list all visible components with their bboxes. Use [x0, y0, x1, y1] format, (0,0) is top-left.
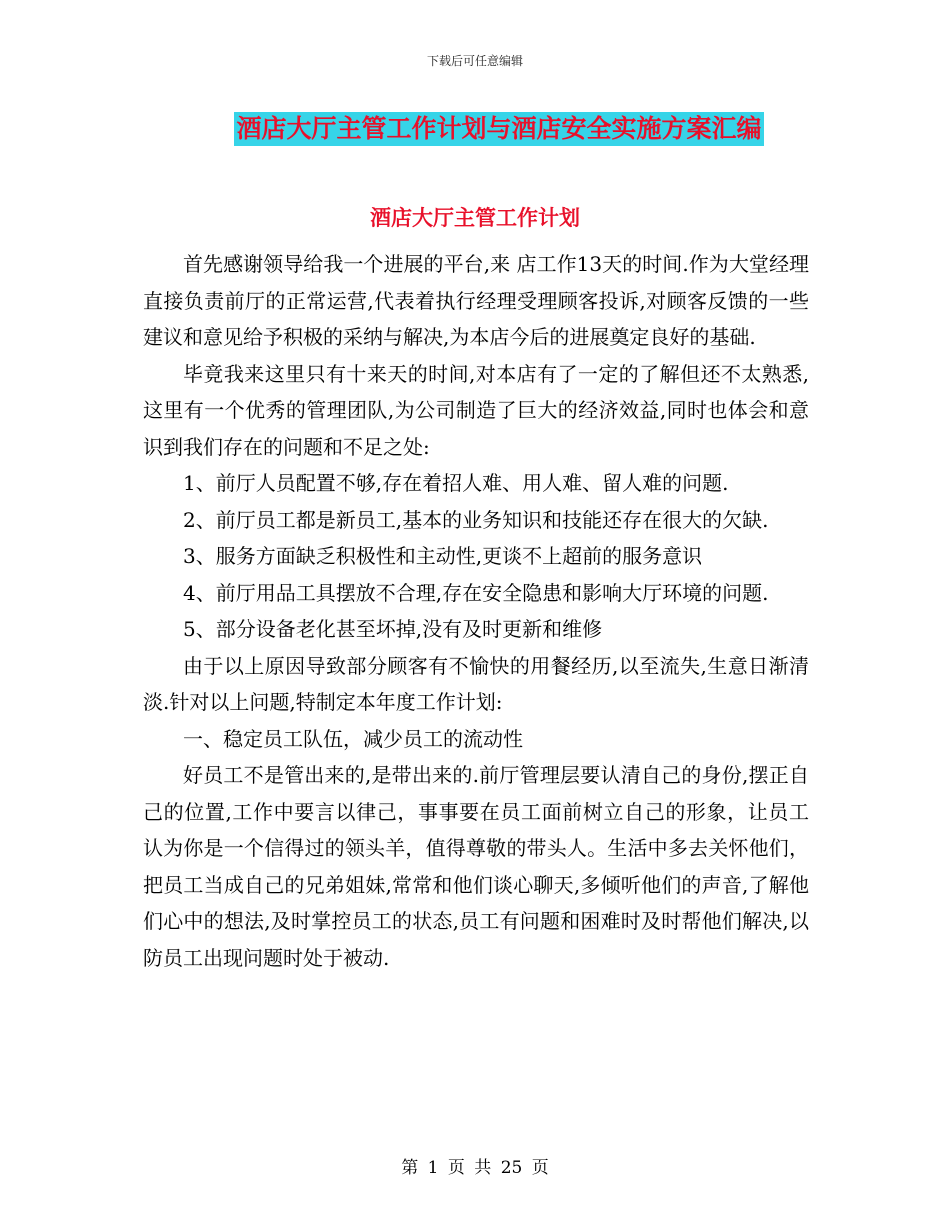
list-item: 4、前厅用品工具摆放不合理,存在安全隐患和影响大厅环境的问题. [183, 580, 769, 605]
page-number: 第 1 页 共 25 页 [401, 1158, 549, 1178]
paragraph: 毕竟我来这里只有十来天的时间,对本店有了一定的了解但还不太熟悉,这里有一个优秀的管理团队,为公司制造了巨大的经济效益,同时也体会和意识到我们存在的问题和不足之处: [143, 361, 809, 459]
document-body [143, 246, 809, 976]
document-title-container [0, 112, 950, 146]
list-item: 1、前厅人员配置不够,存在着招人难、用人难、留人难的问题. [183, 471, 729, 495]
section-title: 酒店大厅主管工作计划 [370, 205, 580, 230]
list-item: 5、部分设备老化甚至坏掉,没有及时更新和维修 [183, 617, 603, 641]
paragraph: 好员工不是管出来的,是带出来的.前厅管理层要认清自己的身份,摆正自己的位置,工作中要言以律己，事事要在员工面前树立自己的形象，让员工认为你是一个信得过的领头羊，值得尊敬的带头人。生活中多去关怀他们，把员工当成自己的兄弟姐妹,常常和他们谈心聊天,多倾听他们的声音,了解他们心中的想法,及时掌控员工的状态,员工有问题和困难时及时帮他们解决,以防员工出现问题时处于被动. [143, 763, 809, 970]
page-header-note: 下载后可任意编辑 [426, 54, 523, 68]
list-item: 2、前厅员工都是新员工,基本的业务知识和技能还存在很大的欠缺. [183, 507, 769, 532]
paragraph: 首先感谢领导给我一个进展的平台,来 店工作13天的时间.作为大堂经理直接负责前厅的正常运营,代表着执行经理受理顾客投诉,对顾客反馈的一些建议和意见给予积极的采纳与解决,为本店今后的进展奠定良好的基础. [143, 252, 809, 349]
document-title: 酒店大厅主管工作计划与酒店安全实施方案汇编 [234, 112, 763, 146]
list-item: 3、服务方面缺乏积极性和主动性,更谈不上超前的服务意识 [183, 544, 703, 568]
subheading: 一、稳定员工队伍，减少员工的流动性 [183, 726, 523, 751]
paragraph: 由于以上原因导致部分顾客有不愉快的用餐经历,以至流失,生意日渐清淡.针对以上问题,特制定本年度工作计划: [143, 653, 809, 714]
